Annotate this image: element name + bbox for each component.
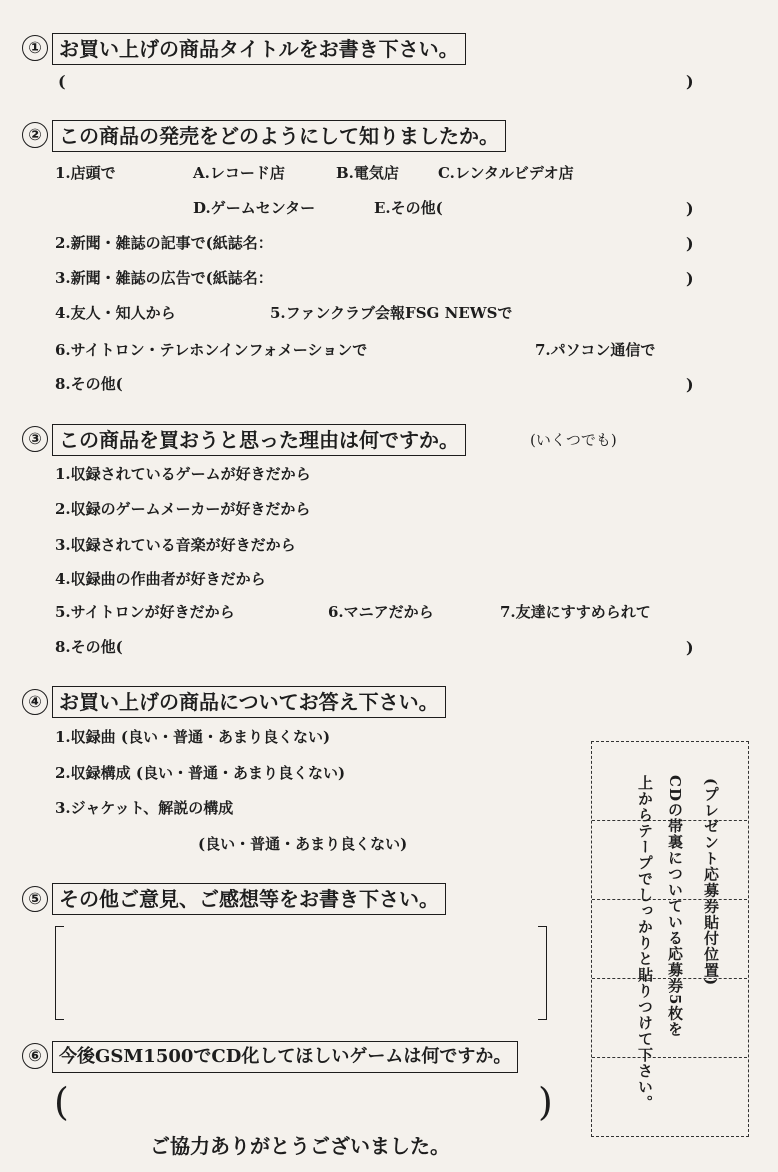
q3-option-1: 1.収録されているゲームが好きだから xyxy=(55,465,311,483)
q3-note: (いくつでも) xyxy=(530,431,617,449)
q2-option-5: 5.ファンクラブ会報FSG NEWSで xyxy=(270,304,513,322)
question-number-4: ④ xyxy=(22,689,48,715)
question-6-title: 今後GSM1500でCD化してほしいゲームは何ですか。 xyxy=(52,1041,518,1073)
q2-option-2-close: ) xyxy=(686,234,694,253)
question-3-title: この商品を買おうと思った理由は何ですか。 xyxy=(52,424,466,456)
coupon-instruction-1: CDの帯裏についている応募券5枚を xyxy=(666,775,684,1038)
q2-option-3-close: ) xyxy=(686,269,694,288)
q1-open-paren: ( xyxy=(58,72,66,91)
q5-answer-right-bracket xyxy=(538,926,547,1020)
question-number-1: ① xyxy=(22,35,48,61)
q3-option-4: 4.収録曲の作曲者が好きだから xyxy=(55,570,266,588)
coupon-heading: (プレゼント応募券貼付位置) xyxy=(702,778,720,987)
q3-option-5: 5.サイトロンが好きだから xyxy=(55,603,235,621)
question-2-title: この商品の発売をどのようにして知りましたか。 xyxy=(52,120,506,152)
q2-option-1e-close: ) xyxy=(686,199,694,218)
q2-option-1c: C.レンタルビデオ店 xyxy=(438,164,574,182)
q4-option-2: 2.収録構成 (良い・普通・あまり良くない) xyxy=(55,764,346,782)
question-number-5: ⑤ xyxy=(22,886,48,912)
q2-option-1e: E.その他( xyxy=(374,199,443,217)
question-1-title: お買い上げの商品タイトルをお書き下さい。 xyxy=(52,33,466,65)
q5-answer-left-bracket xyxy=(55,926,64,1020)
coupon-instruction-2: 上からテープでしっかりと貼りつけて下さい。 xyxy=(636,775,654,1111)
q4-option-1: 1.収録曲 (良い・普通・あまり良くない) xyxy=(55,728,331,746)
q4-option-3: 3.ジャケット、解説の構成 xyxy=(55,799,234,817)
coupon-slot-divider-4 xyxy=(592,1057,747,1058)
q2-option-8: 8.その他( xyxy=(55,375,123,393)
q3-option-8-close: ) xyxy=(686,638,694,657)
question-number-3: ③ xyxy=(22,426,48,452)
q2-option-1a: A.レコード店 xyxy=(193,164,285,182)
q2-option-1d: D.ゲームセンター xyxy=(193,199,316,217)
q2-option-2: 2.新聞・雑誌の記事で(紙誌名： xyxy=(55,234,273,252)
question-number-6: ⑥ xyxy=(22,1043,48,1069)
q4-option-3-choices: (良い・普通・あまり良くない) xyxy=(198,835,408,853)
q2-option-1-label: 1.店頭で xyxy=(55,164,116,182)
q6-open-paren: ( xyxy=(54,1080,69,1124)
q2-option-6: 6.サイトロン・テレホンインフォメーションで xyxy=(55,341,368,359)
q2-option-3: 3.新聞・雑誌の広告で(紙誌名： xyxy=(55,269,273,287)
q3-option-8: 8.その他( xyxy=(55,638,123,656)
q3-option-2: 2.収録のゲームメーカーが好きだから xyxy=(55,500,311,518)
q2-option-1b: B.電気店 xyxy=(336,164,399,182)
q2-option-8-close: ) xyxy=(686,375,694,394)
question-5-title: その他ご意見、ご感想等をお書き下さい。 xyxy=(52,883,446,915)
q2-option-7: 7.パソコン通信で xyxy=(535,341,656,359)
q3-option-3: 3.収録されている音楽が好きだから xyxy=(55,536,296,554)
q1-close-paren: ) xyxy=(686,72,694,91)
closing-message: ご協力ありがとうございました。 xyxy=(150,1134,450,1158)
question-number-2: ② xyxy=(22,122,48,148)
q3-option-6: 6.マニアだから xyxy=(328,603,434,621)
q3-option-7: 7.友達にすすめられて xyxy=(500,603,651,621)
q2-option-4: 4.友人・知人から xyxy=(55,304,176,322)
question-4-title: お買い上げの商品についてお答え下さい。 xyxy=(52,686,446,718)
q6-close-paren: ) xyxy=(538,1080,553,1124)
